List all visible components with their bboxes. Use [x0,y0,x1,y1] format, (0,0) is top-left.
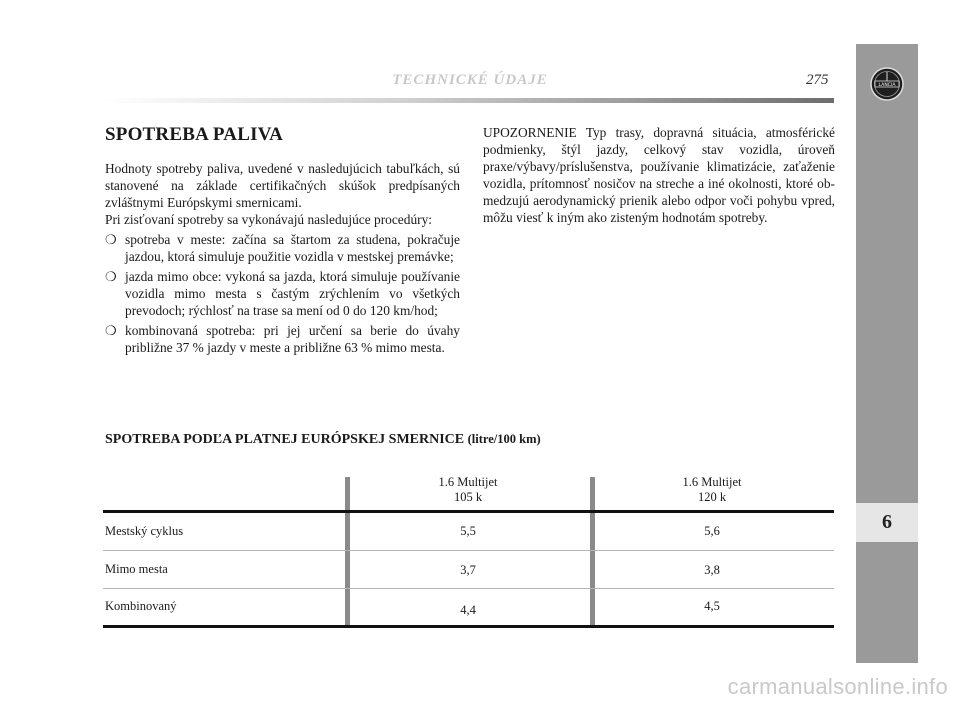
table-unit: (litre/100 km) [467,432,541,446]
table-cell: 4,5 [704,599,720,613]
table-row-divider [103,550,834,551]
table-cell: 3,7 [460,563,476,577]
table-column-divider [590,477,595,627]
table-title [105,432,541,448]
engine-power: 105 k [453,490,483,504]
table-bottom-rule [103,625,834,628]
table-row-label: Kombinovaný [105,599,177,613]
bullet-text: spotreba v meste: začína sa štartom za studena, pokračuje jazdou, ktorá simuluje použitie vozidla v mestskej premávke; [125,232,460,264]
chapter-number: 6 [856,503,918,542]
bullet-item [105,322,460,356]
table-header-rule [103,510,834,513]
bullet-circle-icon: ❍ [105,232,117,247]
warning-paragraph: UPOZORNENIE Typ trasy, dopravná situácia, atmosférické podmienky, štýl jazdy, celkový stav vozidla, úroveň praxe/výbavy/príslušenstva, používanie klimatizácie, zaťaženie vozidla, prítomnosť nosičov na streche a iné okolnosti, ktoré ob-medzujú aerodynamický prienik alebo odpor voči pohybu vpred, môžu viesť k iným ako zisteným hodnotám spotreby. [483,125,835,225]
engine-name: 1.6 Multijet [438,475,498,489]
header-gradient-bar [103,98,834,103]
engine-power: 120 k [697,490,727,504]
bullet-text: jazda mimo obce: vykoná sa jazda, ktorá simuluje používanie vozidla mimo mesta s častým zrýchlením vo všetkých prevodoch; rýchlosť na trase sa mení od 0 do 120 km/hod; [125,269,460,318]
table-cell: 5,6 [704,524,720,538]
procedures-intro: Pri zisťovaní spotreby sa vykonávajú nasledujúce procedúry: [105,212,433,227]
table-title-text: SPOTREBA PODĽA PLATNEJ EURÓPSKEJ SMERNICE [105,432,465,447]
engine-name: 1.6 Multijet [682,475,742,489]
svg-text:LANCIA: LANCIA [878,83,896,88]
bullet-circle-icon: ❍ [105,269,117,284]
intro-paragraph: Hodnoty spotreby paliva, uvedené v nasledujúcich tabuľkách, sú stanovené na základe certifikačných skúšok predpísaných zvláštnymi Európskymi smernicami. [105,161,460,210]
running-header-title: TECHNICKÉ ÚDAJE [392,72,548,88]
table-row-label: Mimo mesta [105,562,168,576]
bullet-item [105,231,460,265]
bullet-item [105,268,460,319]
intro-column [105,160,460,356]
table-row-divider [103,588,834,589]
table-cell: 3,8 [704,563,720,577]
bullet-text: kombinovaná spotreba: pri jej určení sa berie do úvahy približne 37 % jazdy v meste a približne 63 % mimo mesta. [125,323,460,355]
bullet-circle-icon: ❍ [105,323,117,338]
table-column-divider [345,477,350,627]
watermark-text: carmanualsonline.info [727,674,948,699]
section-heading: SPOTREBA PALIVA [105,124,284,145]
table-column-header [368,475,568,505]
table-row-label: Mestský cyklus [105,524,184,538]
lancia-logo-icon [870,67,904,101]
table-column-header [612,475,812,505]
table-cell: 4,4 [460,603,476,617]
page-number: 275 [806,72,829,88]
table-cell: 5,5 [460,524,476,538]
chapter-side-tab [856,44,918,663]
